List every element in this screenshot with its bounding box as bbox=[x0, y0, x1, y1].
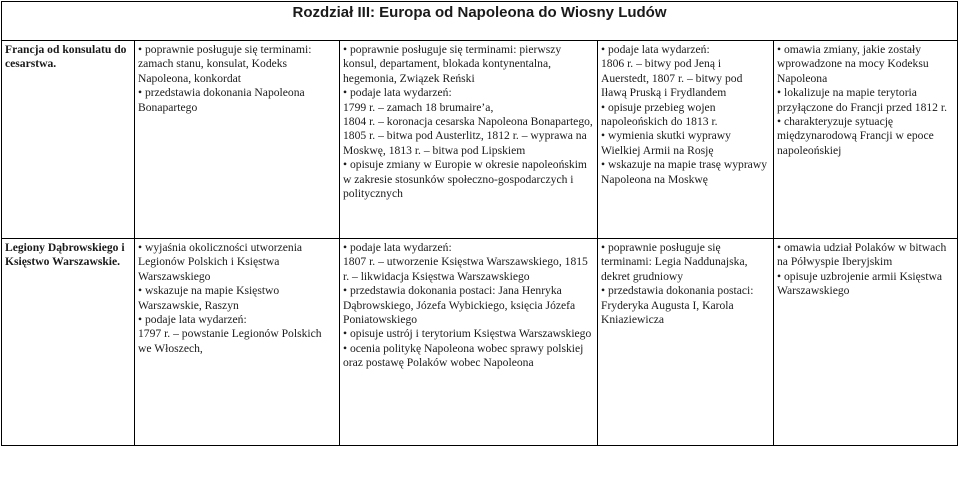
requirements-cell bbox=[774, 41, 958, 239]
requirement-item: 1804 r. – koronacja cesarska Napoleona Bonapartego, 1805 r. – bitwa pod Austerlitz, 1812 r. – wyprawa na Moskwę, 1813 r. – bitwa pod Lipskiem bbox=[343, 115, 593, 157]
requirement-item: • wskazuje na mapie trasę wyprawy Napoleona na Moskwę bbox=[601, 158, 770, 187]
requirements-cell bbox=[774, 239, 958, 446]
requirements-cell bbox=[340, 239, 598, 446]
requirement-item: • przedstawia dokonania postaci: Fryderyka Augusta I, Karola Kniaziewicza bbox=[601, 284, 770, 327]
requirement-item: • ocenia politykę Napoleona wobec sprawy polskiej oraz postawę Polaków wobec Napoleona bbox=[343, 342, 594, 371]
requirement-item: • opisuje ustrój i terytorium Księstwa Warszawskiego bbox=[343, 327, 594, 341]
table-row bbox=[2, 239, 958, 446]
requirement-item: • charakteryzuje sytuację międzynarodową Francji w epoce napoleońskiej bbox=[777, 115, 954, 158]
topic-cell: Legiony Dąbrowskiego i Księstwo Warszawskie. bbox=[2, 239, 135, 446]
requirements-cell bbox=[135, 41, 340, 239]
requirements-cell bbox=[598, 239, 774, 446]
requirement-item: • omawia udział Polaków w bitwach na Półwyspie Iberyjskim bbox=[777, 241, 954, 270]
requirement-item: • przedstawia dokonania postaci: Jana Henryka Dąbrowskiego, Józefa Wybickiego, księcia Józefa Poniatowskiego bbox=[343, 284, 594, 327]
requirement-item: 1799 r. – zamach 18 brumaire’a, bbox=[343, 100, 494, 114]
requirement-item: • opisuje zmiany w Europie w okresie napoleońskim w zakresie stosunków społeczno-gospodarczych i politycznych bbox=[343, 158, 594, 201]
requirement-item: • przedstawia dokonania Napoleona Bonapartego bbox=[138, 86, 336, 115]
requirement-item: • opisuje uzbrojenie armii Księstwa Warszawskiego bbox=[777, 270, 954, 299]
requirements-cell bbox=[135, 239, 340, 446]
requirement-item: • opisuje przebieg wojen napoleońskich do 1813 r. bbox=[601, 101, 770, 130]
requirement-item: • omawia zmiany, jakie zostały wprowadzone na mocy Kodeksu Napoleona bbox=[777, 43, 954, 86]
table-row bbox=[2, 41, 958, 239]
requirement-item: • poprawnie posługuje się terminami: zamach stanu, konsulat, Kodeks Napoleona, konkordat bbox=[138, 43, 336, 86]
requirement-item: 1807 r. – utworzenie Księstwa Warszawskiego, 1815 r. – likwidacja Księstwa Warszawskiego bbox=[343, 255, 588, 283]
requirements-cell bbox=[598, 41, 774, 239]
requirement-item: • poprawnie posługuje się terminami: pierwszy konsul, departament, blokada kontynentalna, hegemonia, Związek Reński bbox=[343, 43, 594, 86]
chapter-title: Rozdział III: Europa od Napoleona do Wiosny Ludów bbox=[2, 2, 958, 41]
requirement-item: • wymienia skutki wyprawy Wielkiej Armii na Rosję bbox=[601, 129, 770, 158]
requirement-item: • poprawnie posługuje się terminami: Legia Naddunajska, dekret grudniowy bbox=[601, 241, 770, 284]
requirement-item: • podaje lata wydarzeń: bbox=[601, 43, 770, 57]
requirement-item: • podaje lata wydarzeń: bbox=[138, 313, 336, 327]
requirement-item: • wyjaśnia okoliczności utworzenia Legionów Polskich i Księstwa Warszawskiego bbox=[138, 241, 336, 284]
curriculum-table bbox=[1, 1, 958, 446]
requirement-item: 1797 r. – powstanie Legionów Polskich we Włoszech, bbox=[138, 327, 322, 355]
topic-cell: Francja od konsulatu do cesarstwa. bbox=[2, 41, 135, 239]
requirement-item: • lokalizuje na mapie terytoria przyłączone do Francji przed 1812 r. bbox=[777, 86, 954, 115]
requirement-item: • wskazuje na mapie Księstwo Warszawskie, Raszyn bbox=[138, 284, 336, 313]
requirement-item: 1806 r. – bitwy pod Jeną i Auerstedt, 1807 r. – bitwy pod Iławą Pruską i Frydlandem bbox=[601, 57, 743, 100]
requirement-item: • podaje lata wydarzeń: bbox=[343, 86, 594, 100]
requirement-item: • podaje lata wydarzeń: bbox=[343, 241, 594, 255]
requirements-cell bbox=[340, 41, 598, 239]
